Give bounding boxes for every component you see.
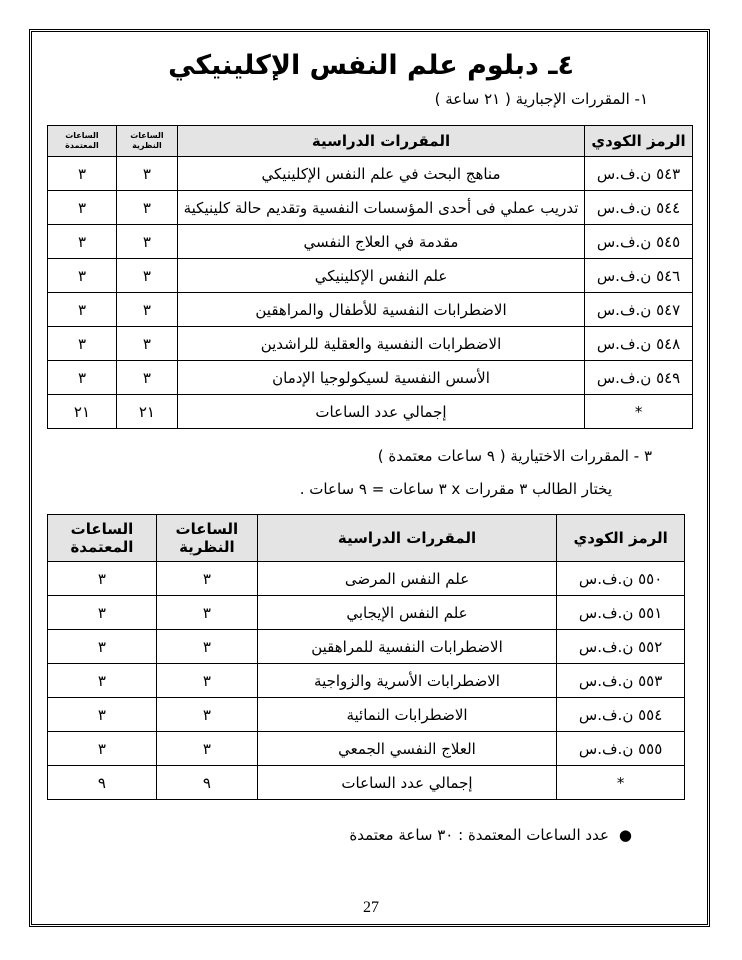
- theory-hours: ٣: [156, 664, 257, 698]
- theory-hours: ٣: [156, 562, 257, 596]
- course-name: العلاج النفسي الجمعي: [257, 732, 556, 766]
- course-name: مقدمة في العلاج النفسي: [177, 225, 584, 259]
- table-row: [48, 395, 693, 429]
- course-code: ٥٤٧ ن.ف.س: [585, 293, 693, 327]
- header-theory-hours: الساعات النظرية: [116, 126, 177, 157]
- theory-hours: ٣: [156, 698, 257, 732]
- course-name: علم النفس الإكلينيكي: [177, 259, 584, 293]
- header-code: الرمز الكودي: [557, 515, 685, 562]
- course-name: مناهج البحث في علم النفس الإكلينيكي: [177, 157, 584, 191]
- course-name: الأسس النفسية لسيكولوجيا الإدمان: [177, 361, 584, 395]
- course-name: علم النفس المرضى: [257, 562, 556, 596]
- table-row: [48, 191, 693, 225]
- course-code: ٥٥١ ن.ف.س: [557, 596, 685, 630]
- course-code: ٥٤٥ ن.ف.س: [585, 225, 693, 259]
- credit-hours: ٣: [48, 327, 117, 361]
- credit-hours: ٣: [48, 259, 117, 293]
- header-course: المقررات الدراسية: [257, 515, 556, 562]
- credit-hours: ٣: [48, 157, 117, 191]
- course-code: ٥٥٢ ن.ف.س: [557, 630, 685, 664]
- table-row: [48, 596, 685, 630]
- theory-hours: ٣: [116, 327, 177, 361]
- table-row: [48, 698, 685, 732]
- theory-hours: ٢١: [116, 395, 177, 429]
- course-name: الاضطرابات النمائية: [257, 698, 556, 732]
- theory-hours: ٣: [156, 630, 257, 664]
- table-row: [48, 732, 685, 766]
- credit-hours: ٩: [48, 766, 157, 800]
- credit-hours: ٣: [48, 732, 157, 766]
- course-code: ٥٤٨ ن.ف.س: [585, 327, 693, 361]
- theory-hours: ٣: [116, 191, 177, 225]
- course-code: ٥٥٤ ن.ف.س: [557, 698, 685, 732]
- course-code: ٥٤٩ ن.ف.س: [585, 361, 693, 395]
- course-name: الاضطرابات النفسية للمراهقين: [257, 630, 556, 664]
- theory-hours: ٣: [116, 259, 177, 293]
- course-code: ٥٤٣ ن.ف.س: [585, 157, 693, 191]
- theory-hours: ٣: [116, 157, 177, 191]
- course-code: ٥٤٤ ن.ف.س: [585, 191, 693, 225]
- credit-hours: ٣: [48, 664, 157, 698]
- table-row: [48, 562, 685, 596]
- theory-hours: ٣: [116, 361, 177, 395]
- table-row: [48, 630, 685, 664]
- credit-hours: ٣: [48, 630, 157, 664]
- section2-note: يختار الطالب ٣ مقررات x ٣ ساعات = ٩ ساعات .: [299, 480, 612, 498]
- header-course: المقررات الدراسية: [177, 126, 584, 157]
- credit-hours: ٢١: [48, 395, 117, 429]
- course-name: الاضطرابات النفسية للأطفال والمراهقين: [177, 293, 584, 327]
- credit-hours-summary: [349, 826, 632, 844]
- course-name: الاضطرابات الأسرية والزواجية: [257, 664, 556, 698]
- table-row: [48, 361, 693, 395]
- theory-hours: ٣: [156, 732, 257, 766]
- table-header-row: [48, 126, 693, 157]
- credit-hours: ٣: [48, 698, 157, 732]
- course-code: ٥٥٠ ن.ف.س: [557, 562, 685, 596]
- table-row: [48, 225, 693, 259]
- course-name: إجمالي عدد الساعات: [257, 766, 556, 800]
- course-code: *: [557, 766, 685, 800]
- credit-hours: ٣: [48, 562, 157, 596]
- course-code: ٥٥٥ ن.ف.س: [557, 732, 685, 766]
- table-row: [48, 766, 685, 800]
- header-credit-hours: الساعات المعتمدة: [48, 126, 117, 157]
- course-code: *: [585, 395, 693, 429]
- theory-hours: ٣: [156, 596, 257, 630]
- bullet-dot-icon: ●: [618, 826, 632, 844]
- credit-hours: ٣: [48, 293, 117, 327]
- table-row: [48, 259, 693, 293]
- table-row: [48, 293, 693, 327]
- section1-heading: ١- المقررات الإجبارية ( ٢١ ساعة ): [434, 90, 648, 108]
- page-number: 27: [363, 899, 379, 916]
- course-code: ٥٥٣ ن.ف.س: [557, 664, 685, 698]
- theory-hours: ٩: [156, 766, 257, 800]
- course-code: ٥٤٦ ن.ف.س: [585, 259, 693, 293]
- course-name: علم النفس الإيجابي: [257, 596, 556, 630]
- theory-hours: ٣: [116, 293, 177, 327]
- credit-hours: ٣: [48, 361, 117, 395]
- table-row: [48, 157, 693, 191]
- mandatory-courses-table: [47, 125, 693, 429]
- header-theory-hours: الساعات النظرية: [156, 515, 257, 562]
- table-row: [48, 664, 685, 698]
- page-title: ٤ـ دبلوم علم النفس الإكلينيكي: [168, 50, 574, 81]
- credit-hours: ٣: [48, 596, 157, 630]
- credit-hours: ٣: [48, 191, 117, 225]
- summary-text: عدد الساعات المعتمدة : ٣٠ ساعة معتمدة: [349, 826, 609, 844]
- header-credit-hours: الساعات المعتمدة: [48, 515, 157, 562]
- header-code: الرمز الكودي: [585, 126, 693, 157]
- table-header-row: [48, 515, 685, 562]
- course-name: إجمالي عدد الساعات: [177, 395, 584, 429]
- table-row: [48, 327, 693, 361]
- course-name: تدريب عملي فى أحدى المؤسسات النفسية وتقديم حالة كلينيكية: [177, 191, 584, 225]
- theory-hours: ٣: [116, 225, 177, 259]
- elective-courses-table: [47, 514, 685, 800]
- credit-hours: ٣: [48, 225, 117, 259]
- course-name: الاضطرابات النفسية والعقلية للراشدين: [177, 327, 584, 361]
- section2-heading: ٣ - المقررات الاختيارية ( ٩ ساعات معتمدة ): [377, 447, 652, 465]
